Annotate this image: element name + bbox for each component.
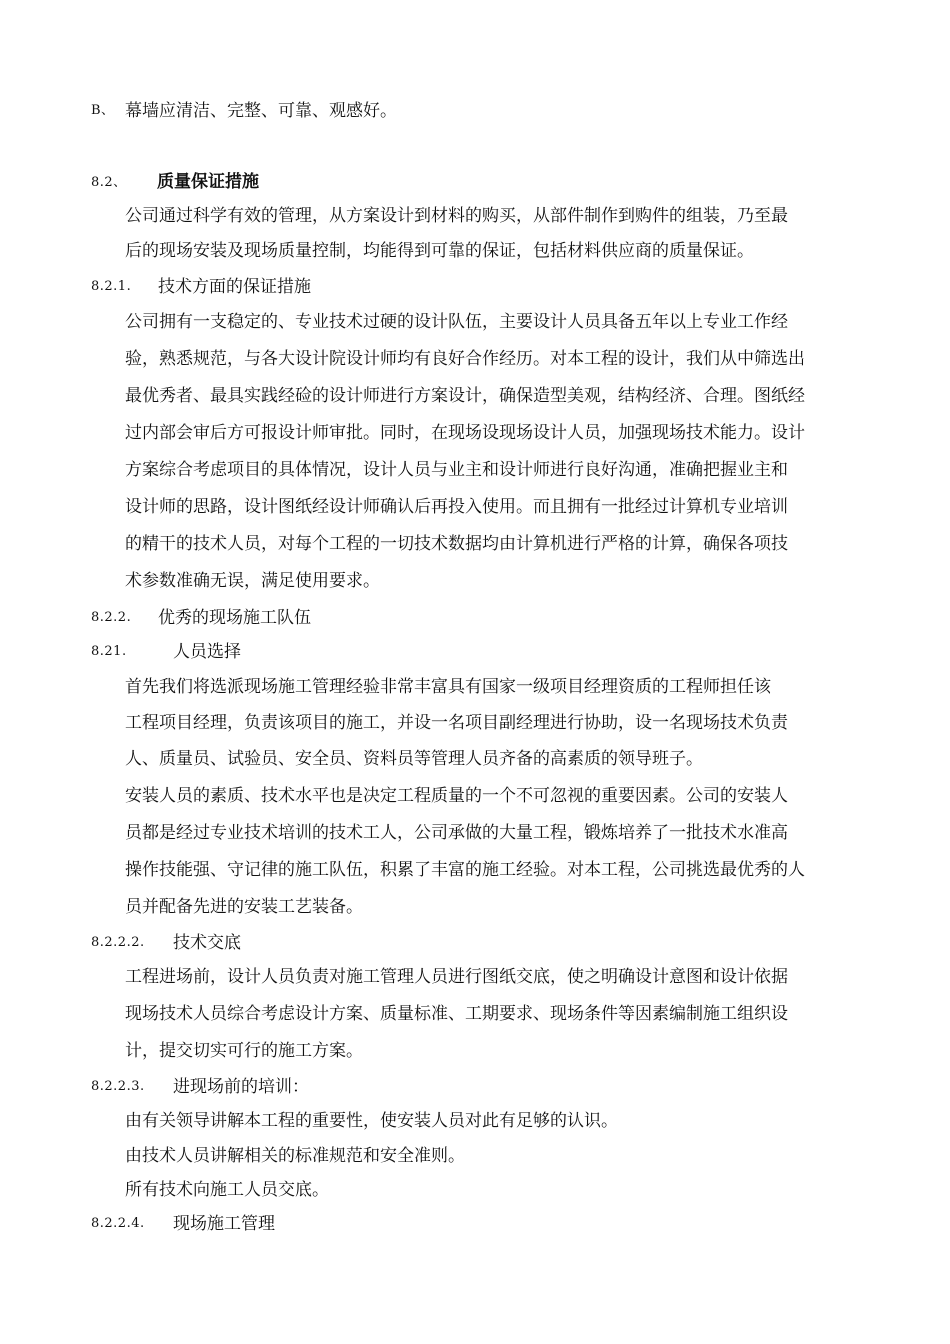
list-line: 所有技术向施工人员交底。 <box>125 1180 329 1200</box>
section-title-8-2-2-4: 现场施工管理 <box>173 1214 275 1234</box>
paragraph-line: 计，提交切实可行的施工方案。 <box>125 1041 363 1061</box>
section-number-8-2-2-2: 8.2.2.2. <box>91 935 145 950</box>
section-title-8-2-2-2: 技术交底 <box>173 933 241 953</box>
section-number-8-2-2-1: 8.21. <box>91 644 127 659</box>
paragraph-line: 后的现场安装及现场质量控制，均能得到可靠的保证，包括材料供应商的质量保证。 <box>125 241 754 261</box>
paragraph-line: 操作技能强、守记律的施工队伍，积累了丰富的施工经验。对本工程，公司挑选最优秀的人 <box>125 860 805 880</box>
paragraph-line: 人、质量员、试验员、安全员、资料员等管理人员齐备的高素质的领导班子。 <box>125 749 703 769</box>
paragraph-line: 方案综合考虑项目的具体情况，设计人员与业主和设计师进行良好沟通，准确把握业主和 <box>125 460 788 480</box>
paragraph-line: 工程项目经理，负责该项目的施工，并设一名项目副经理进行协助，设一名现场技术负责 <box>125 713 788 733</box>
paragraph-line: 最优秀者、最具实践经硷的设计师进行方案设计，确保造型美观，结构经济、合理。图纸经 <box>125 386 805 406</box>
paragraph-line: 公司通过科学有效的管理，从方案设计到材料的购买，从部件制作到购件的组装，乃至最 <box>125 206 788 226</box>
paragraph-line: 验，熟悉规范，与各大设计院设计师均有良好合作经历。对本工程的设计，我们从中筛选出 <box>125 349 805 369</box>
paragraph-line: 首先我们将选派现场施工管理经验非常丰富具有国家一级项目经理资质的工程师担任该 <box>125 677 771 697</box>
paragraph-line: 员并配备先进的安装工艺装备。 <box>125 897 363 917</box>
section-title-8-2: 质量保证措施 <box>157 172 259 192</box>
paragraph-line: 术参数准确无误，满足使用要求。 <box>125 571 380 591</box>
paragraph-line: 现场技术人员综合考虑设计方案、质量标准、工期要求、现场条件等因素编制施工组织设 <box>125 1004 788 1024</box>
paragraph-line: 工程进场前，设计人员负责对施工管理人员进行图纸交底，使之明确设计意图和设计依据 <box>125 967 788 987</box>
section-title-8-2-1: 技术方面的保证措施 <box>158 277 311 297</box>
paragraph-line: 安装人员的素质、技术水平也是决定工程质量的一个不可忽视的重要因素。公司的安装人 <box>125 786 788 806</box>
paragraph-line: 设计师的思路，设计图纸经设计师确认后再投入使用。而且拥有一批经过计算机专业培训 <box>125 497 788 517</box>
paragraph-line: 员都是经过专业技术培训的技术工人，公司承做的大量工程，锻炼培养了一批技术水准高 <box>125 823 788 843</box>
paragraph-line: 的精干的技术人员，对每个工程的一切技术数据均由计算机进行严格的计算，确保各项技 <box>125 534 788 554</box>
section-title-8-2-2-3: 进现场前的培训： <box>173 1077 309 1097</box>
section-title-8-2-2-1: 人员选择 <box>173 642 241 662</box>
section-number-8-2-2-4: 8.2.2.4. <box>91 1216 145 1231</box>
list-item-b-text: 幕墙应清洁、完整、可靠、观感好。 <box>125 101 397 121</box>
list-line: 由技术人员讲解相关的标准规范和安全准则。 <box>125 1146 465 1166</box>
section-number-8-2: 8.2、 <box>91 175 127 190</box>
paragraph-line: 过内部会审后方可报设计师审批。同时，在现场设现场设计人员，加强现场技术能力。设计 <box>125 423 805 443</box>
section-number-8-2-1: 8.2.1. <box>91 279 132 294</box>
section-number-8-2-2-3: 8.2.2.3. <box>91 1079 145 1094</box>
section-title-8-2-2: 优秀的现场施工队伍 <box>158 608 311 628</box>
list-line: 由有关领导讲解本工程的重要性，使安装人员对此有足够的认识。 <box>125 1111 618 1131</box>
list-label-b: B、 <box>91 103 115 118</box>
paragraph-line: 公司拥有一支稳定的、专业技术过硬的设计队伍，主要设计人员具备五年以上专业工作经 <box>125 312 788 332</box>
section-number-8-2-2: 8.2.2. <box>91 610 132 625</box>
